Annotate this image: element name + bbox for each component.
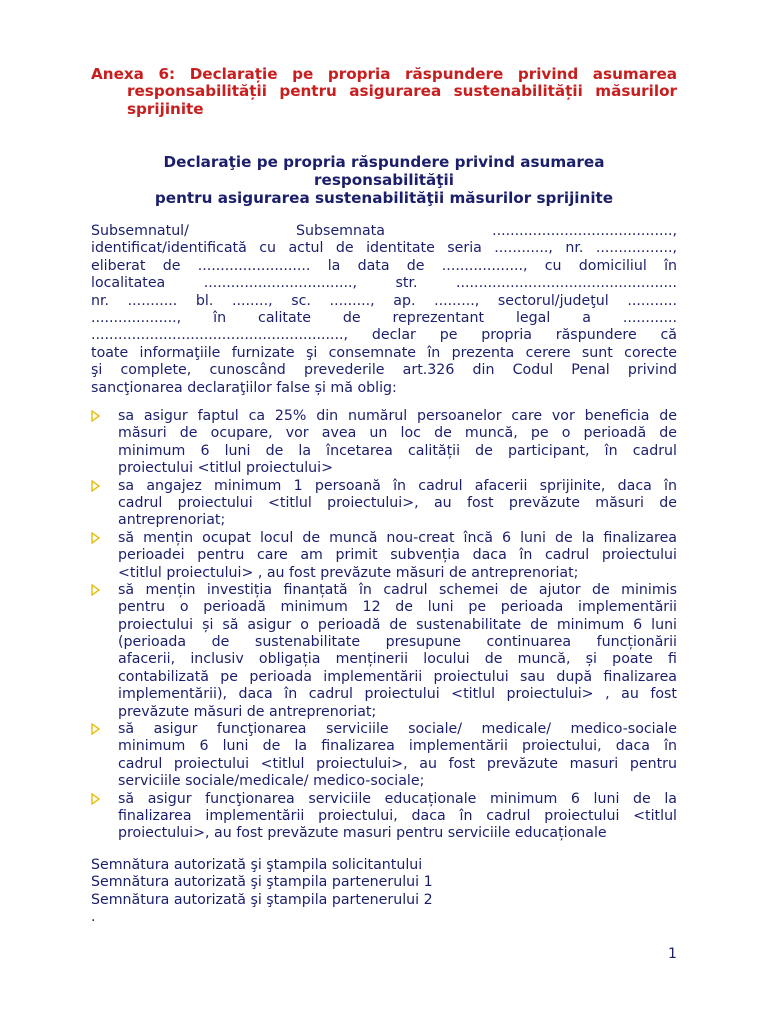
declaration-body xyxy=(91,223,677,397)
declaration-title-line-2: responsabilităţii xyxy=(314,171,454,189)
obligation-item xyxy=(91,408,677,478)
bullet-arrow-icon xyxy=(91,532,101,545)
obligation-item xyxy=(91,582,677,721)
obligation-line: să mențin investiția finanțată în cadrul schemei de ajutor de minimis xyxy=(118,581,677,598)
annex-heading xyxy=(91,66,677,118)
declaration-title-line-1: Declaraţie pe propria răspundere privind asumarea xyxy=(163,153,605,171)
declaration-title-line-3: pentru asigurarea sustenabilităţii măsurilor sprijinite xyxy=(154,189,614,207)
bullet-arrow-icon xyxy=(91,480,101,493)
declaration-title xyxy=(91,153,677,207)
body-line: şi complete, cunoscând prevederile art.326 din Codul Penal privind xyxy=(91,362,677,379)
bullet-arrow-icon xyxy=(91,584,101,597)
obligation-line: sa asigur faptul ca 25% din numărul persoanelor care vor beneficia de xyxy=(118,408,677,424)
obligation-line: implementării), daca în cadrul proiectului <titlul proiectului> , au fost xyxy=(118,686,677,703)
obligation-line: pentru o perioadă minimum 12 de luni pe perioada implementării xyxy=(118,599,677,616)
obligation-line: (perioada de sustenabilitate presupune continuarea funcționării xyxy=(118,634,677,651)
body-line: ..................., în calitate de reprezentant legal a ............ xyxy=(91,309,677,326)
obligation-line: proiectului <titlul proiectului> xyxy=(118,460,333,477)
obligation-item xyxy=(91,530,677,582)
obligation-line: să mențin ocupat locul de muncă nou-creat încă 6 luni de la finalizarea xyxy=(118,529,677,546)
obligation-line: serviciile sociale/medicale/ medico-sociale; xyxy=(118,773,425,790)
obligation-item xyxy=(91,791,677,843)
obligation-line: măsuri de ocupare, vor avea un loc de muncă, pe o perioadă de xyxy=(118,425,677,442)
obligation-line: contabilizată pe perioada implementării proiectului sau după finalizarea xyxy=(118,668,677,685)
annex-heading-line-1: Anexa 6: Declarație pe propria răspundere privind asumarea xyxy=(91,66,677,83)
obligation-item xyxy=(91,478,677,530)
signature-block xyxy=(91,857,677,927)
obligation-line: <titlul proiectului> , au fost prevăzute măsuri de antreprenoriat; xyxy=(118,564,579,581)
obligation-line: proiectului>, au fost prevăzute masuri pentru serviciile educaționale xyxy=(118,825,607,842)
obligation-line: afacerii, inclusiv obligația menținerii locului de muncă, și poate fi xyxy=(118,651,677,668)
body-line: ........................................................, declar pe propria răspundere că xyxy=(91,327,677,344)
obligation-line: sa angajez minimum 1 persoană în cadrul afacerii sprijinite, daca în xyxy=(118,477,677,494)
bullet-arrow-icon xyxy=(91,410,101,423)
obligation-line: minimum 6 luni de la finalizarea implementării proiectului, daca în xyxy=(118,738,677,755)
signature-line-partner-2: Semnătura autorizată şi ştampila partenerului 2 xyxy=(91,891,433,908)
body-line: nr. ........... bl. ........, sc. ........., ap. ........., sectorul/judeţul ........... xyxy=(91,292,677,309)
obligation-line: cadrul proiectului <titlul proiectului>, au fost prevăzute măsuri de xyxy=(118,494,677,511)
obligation-line: să asigur funcţionarea serviciile sociale/ medicale/ medico-sociale xyxy=(118,721,677,738)
obligation-line: să asigur funcţionarea serviciile educaționale minimum 6 luni de la xyxy=(118,790,677,807)
obligation-item xyxy=(91,721,677,791)
signature-trailing-dot: . xyxy=(91,909,96,926)
bullet-arrow-icon xyxy=(91,723,101,736)
body-line: eliberat de ......................... la data de .................., cu domiciliul în xyxy=(91,257,677,274)
obligation-line: proiectului și să asigur o perioadă de sustenabilitate de minimum 6 luni xyxy=(118,616,677,633)
body-line: sancţionarea declaraţiilor false și mă oblig: xyxy=(91,379,397,396)
page-number: 1 xyxy=(668,946,677,962)
obligations-list xyxy=(91,408,677,843)
annex-heading-line-2: responsabilității pentru asigurarea sustenabilității măsurilor xyxy=(127,83,677,101)
body-line: Subsemnatul/ Subsemnata ........................................, xyxy=(91,223,677,239)
obligation-line: finalizarea implementării proiectului, daca în cadrul proiectului <titlul xyxy=(118,807,677,824)
obligation-line: prevăzute măsuri de antreprenoriat; xyxy=(118,703,377,720)
signature-line-applicant: Semnătura autorizată şi ştampila solicitantului xyxy=(91,857,423,873)
obligation-line: minimum 6 luni de la încetarea calității de participant, în cadrul xyxy=(118,442,677,459)
bullet-arrow-icon xyxy=(91,793,101,806)
obligation-line: cadrul proiectului <titlul proiectului>, au fost prevăzute masuri pentru xyxy=(118,755,677,772)
signature-line-partner-1: Semnătura autorizată şi ştampila partenerului 1 xyxy=(91,874,433,891)
obligation-line: perioadei pentru care am primit subvenția daca în cadrul proiectului xyxy=(118,547,677,564)
annex-heading-line-3: sprijinite xyxy=(127,99,204,118)
body-line: toate informaţiile furnizate şi consemnate în prezenta cerere sunt corecte xyxy=(91,344,677,361)
obligation-line: antreprenoriat; xyxy=(118,512,226,529)
body-line: localitatea ................................., str. ................................................. xyxy=(91,275,677,292)
body-line: identificat/identificată cu actul de identitate seria ............, nr. ................., xyxy=(91,240,677,257)
